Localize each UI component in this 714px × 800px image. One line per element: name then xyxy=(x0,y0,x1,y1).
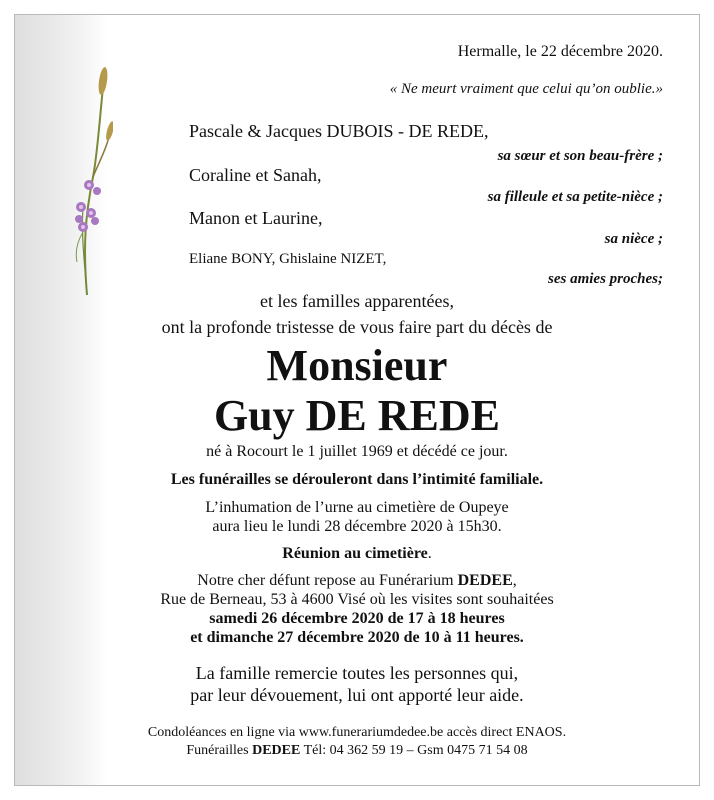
meeting-line xyxy=(15,545,699,563)
family-member-2: Coraline et Sanah, xyxy=(189,165,322,185)
quote: « Ne meurt vraiment que celui qu’on oublie.» xyxy=(389,81,663,97)
footer-name: DEDEE xyxy=(252,743,301,758)
footer-line-1: Condoléances en ligne via www.funerariumdedee.be accès direct ENAOS. xyxy=(147,725,567,740)
footer-prefix: Funérailles xyxy=(186,743,253,758)
families-line: et les familles apparentées, xyxy=(260,291,454,311)
deceased-name: Guy DE REDE xyxy=(213,391,501,440)
footer-contact: Tél: 04 362 59 19 – Gsm 0475 71 54 08 xyxy=(300,743,528,758)
family-member-3: Manon et Laurine, xyxy=(189,208,323,228)
flower-decoration-icon xyxy=(53,67,113,297)
rest-name: DEDEE xyxy=(457,572,513,589)
visit-line-2: et dimanche 27 décembre 2020 de 10 à 11 heures. xyxy=(190,629,524,646)
family-member-1: Pascale & Jacques DUBOIS - DE REDE, xyxy=(189,121,489,141)
date-line: Hermalle, le 22 décembre 2020. xyxy=(457,43,663,60)
obituary-card xyxy=(14,14,700,786)
family-relation-4: ses amies proches; xyxy=(548,271,663,287)
rest-suffix: , xyxy=(512,572,517,589)
meeting-end: . xyxy=(427,545,432,562)
funeral-private: Les funérailles se dérouleront dans l’intimité familiale. xyxy=(170,471,544,488)
meeting-bold: Réunion au cimetière xyxy=(282,545,428,562)
visit-line-1: samedi 26 décembre 2020 de 17 à 18 heures xyxy=(209,610,505,627)
burial-line-2: aura lieu le lundi 28 décembre 2020 à 15h30. xyxy=(212,518,502,535)
family-relation-1: sa sœur et son beau-frère ; xyxy=(497,148,663,164)
burial-line-1: L’inhumation de l’urne au cimetière de Oupeye xyxy=(205,499,509,516)
family-relation-2: sa filleule et sa petite-nièce ; xyxy=(487,189,663,205)
thanks-line-2: par leur dévouement, lui ont apporté leur aide. xyxy=(190,685,524,705)
birth-death: né à Rocourt le 1 juillet 1969 et décédé ce jour. xyxy=(206,443,508,460)
rest-prefix: Notre cher défunt repose au Funérarium xyxy=(197,572,458,589)
address-line: Rue de Berneau, 53 à 4600 Visé où les visites sont souhaitées xyxy=(160,591,554,608)
family-relation-3: sa nièce ; xyxy=(604,231,663,247)
footer-line-2 xyxy=(15,743,699,759)
title: Monsieur xyxy=(266,341,448,390)
announcement: ont la profonde tristesse de vous faire part du décès de xyxy=(161,317,553,337)
rest-line xyxy=(15,572,699,590)
family-member-4: Eliane BONY, Ghislaine NIZET, xyxy=(189,251,387,267)
thanks-line-1: La famille remercie toutes les personnes qui, xyxy=(195,663,519,683)
